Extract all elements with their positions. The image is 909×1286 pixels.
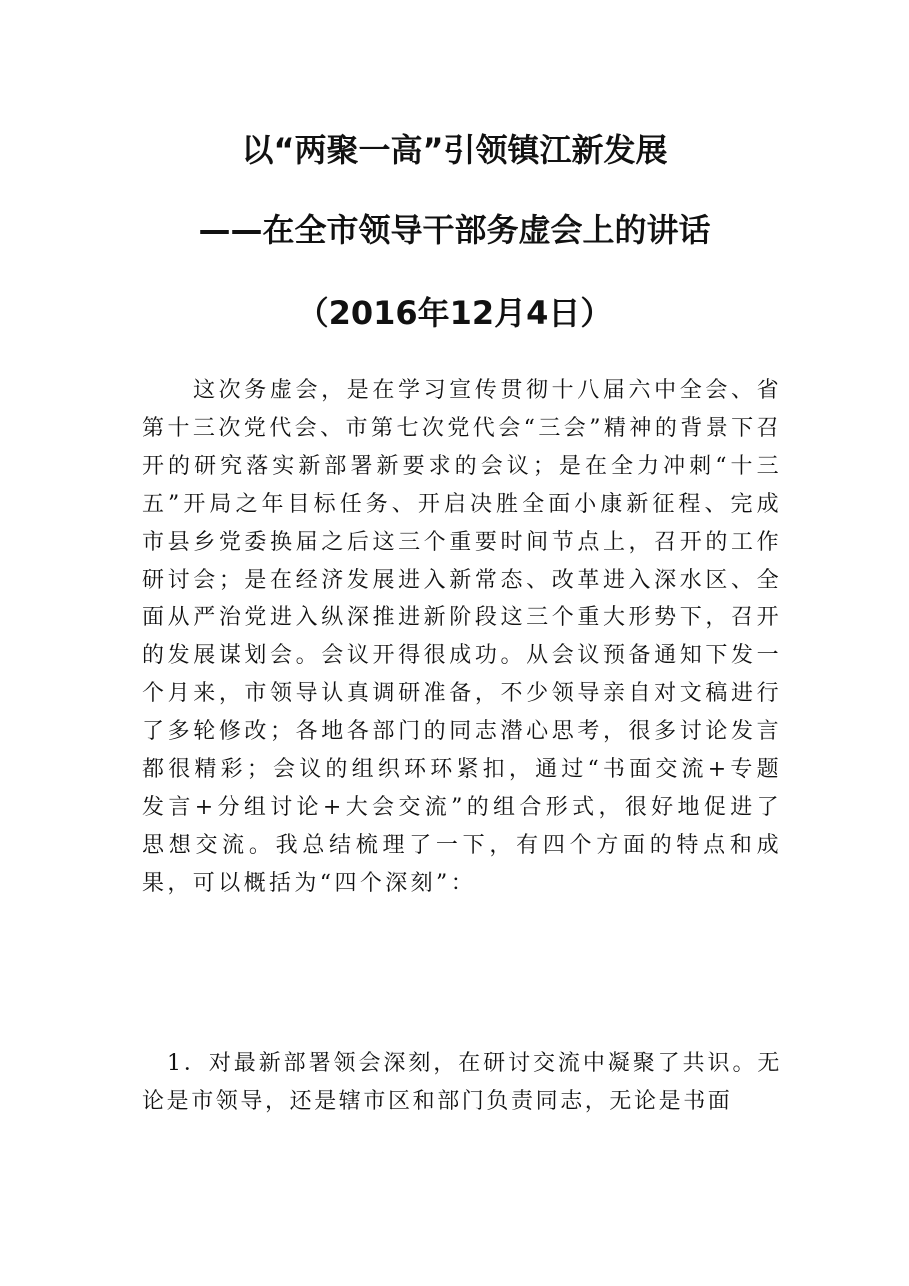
- document-title: 以“两聚一高”引领镇江新发展: [241, 131, 668, 169]
- document-date: （2016年12月4日）: [296, 294, 613, 332]
- document-subtitle: ——在全市领导干部务虚会上的讲话: [198, 211, 711, 249]
- body-paragraph-2: 1．对最新部署领会深刻，在研讨交流中凝聚了共识。无论是市领导，还是辖市区和部门负责同志，无论是书面: [142, 1051, 782, 1114]
- body-paragraph-1: 这次务虚会，是在学习宣传贯彻十八届六中全会、省第十三次党代会、市第七次党代会“三会”精神的背景下召开的研究落实新部署新要求的会议；是在全力冲刺“十三五”开局之年目标任务、开启决胜全面小康新征程、完成市县乡党委换届之后这三个重要时间节点上，召开的工作研讨会；是在经济发展进入新常态、改革进入深水区、全面从严治党进入纵深推进新阶段这三个重大形势下，召开的发展谋划会。会议开得很成功。从会议预备通知下发一个月来，市领导认真调研准备，不少领导亲自对文稿进行了多轮修改；各地各部门的同志潜心思考，很多讨论发言都很精彩；会议的组织环环紧扣，通过“书面交流+专题发言+分组讨论+大会交流”的组合形式，很好地促进了思想交流。我总结梳理了一下，有四个方面的特点和成果，可以概括为“四个深刻”：: [142, 378, 782, 896]
